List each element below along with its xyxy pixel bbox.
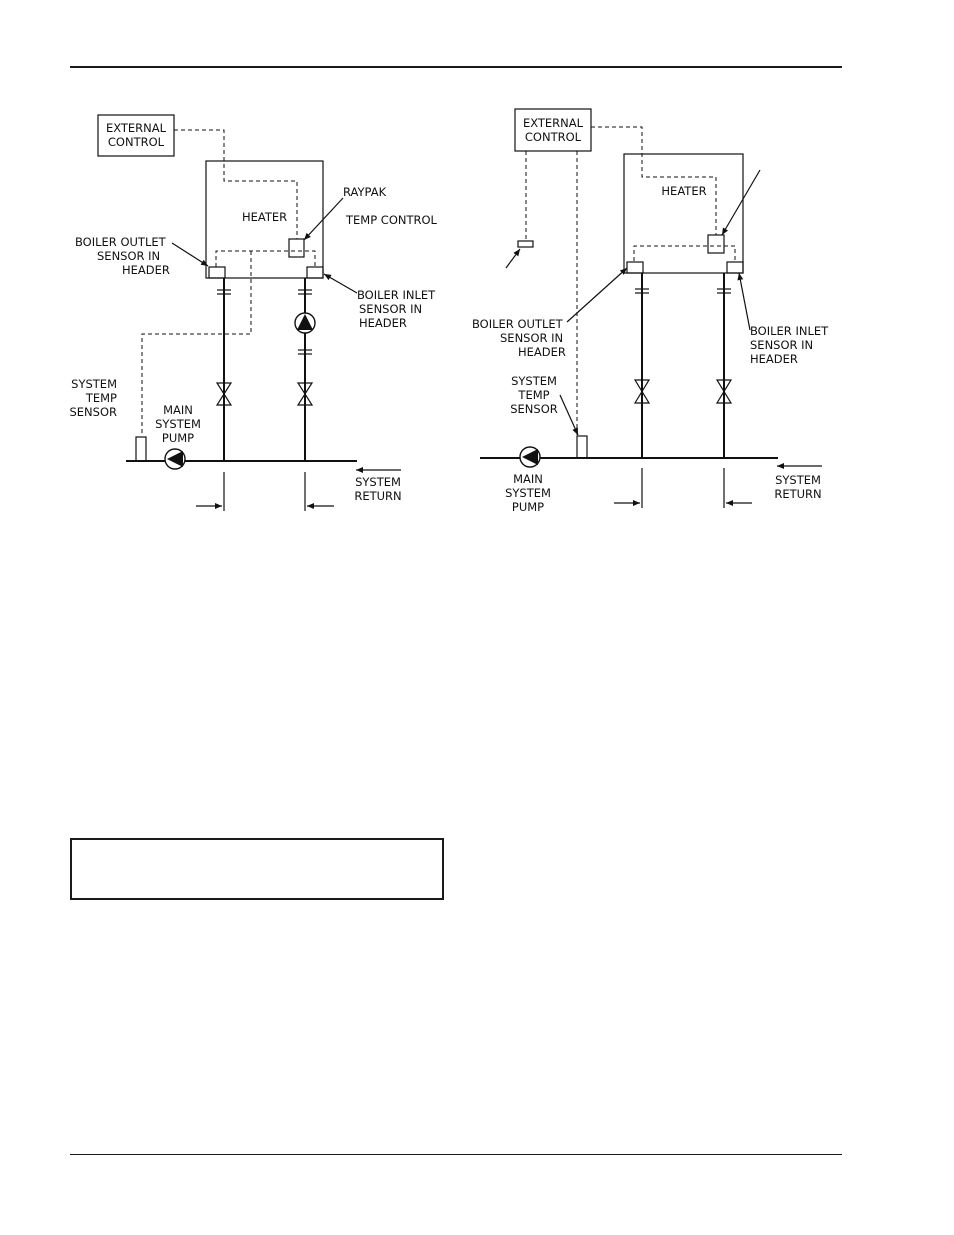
right-boiler-outlet-label-1: BOILER OUTLET [472,317,563,331]
right-boiler-inlet-label-3: HEADER [750,352,798,366]
right-inlet-leader [739,273,750,330]
right-system-temp-label-1: SYSTEM [511,374,557,388]
left-boiler-outlet-label-2: SENSOR IN [97,249,161,263]
left-system-return-label-1: SYSTEM [355,475,401,489]
left-system-temp-label-1: SYSTEM [71,377,117,391]
left-system-sensor-wire [142,251,251,436]
left-boiler-inlet-label-3: HEADER [359,316,407,330]
right-system-return-label-1: SYSTEM [775,473,821,487]
left-temp-control-label: TEMP CONTROL [346,213,437,227]
left-system-temp-label-2: TEMP [85,391,117,405]
right-main-pump-label-2: SYSTEM [505,486,551,500]
left-boiler-outlet-label-1: BOILER OUTLET [75,235,166,249]
left-outlet-leader [172,243,208,266]
left-boiler-inlet-label-2: SENSOR IN [359,302,423,316]
right-control-wire [591,127,716,235]
right-main-pump-label-1: MAIN [513,472,543,486]
left-diagram [69,115,437,511]
right-remote-sensor [518,241,533,247]
right-external-control-label-1: EXTERNAL [522,116,584,130]
right-system-temp-sensor [577,436,587,458]
right-remote-sensor-leader [506,249,520,268]
left-external-control-label-2: CONTROL [107,135,165,149]
left-main-pump-label-3: PUMP [161,431,195,445]
right-outlet-sensor [627,262,643,273]
right-heater-label: HEATER [661,184,707,198]
right-boiler-inlet-label-2: SENSOR IN [750,338,814,352]
right-system-temp-label-2: TEMP [518,388,550,402]
left-outlet-sensor [209,267,225,278]
right-control-leader [722,170,760,235]
right-boiler-outlet-label-3: HEADER [518,345,566,359]
left-boiler-outlet-label-3: HEADER [122,263,170,277]
left-heater-label: HEATER [242,210,288,224]
left-main-pump-label-1: MAIN [163,403,193,417]
left-inlet-sensor [307,267,323,278]
right-heater-box [624,154,743,273]
left-boiler-inlet-label-1: BOILER INLET [357,288,436,302]
left-inlet-leader [324,274,357,293]
right-main-pump-label-3: PUMP [511,500,545,514]
right-system-return-label-2: RETURN [774,487,822,501]
left-sensor-wire [216,251,315,267]
left-main-pump-label-2: SYSTEM [155,417,201,431]
left-system-return-label-2: RETURN [354,489,402,503]
right-temp-control-box [708,235,724,253]
left-raypak-label: RAYPAK [343,185,387,199]
right-inlet-sensor [727,262,743,273]
right-diagram [472,109,829,514]
left-system-temp-sensor [136,437,146,461]
left-raypak-control-box [289,239,304,257]
note-box [70,838,444,900]
footer-rule [70,1154,842,1155]
right-outlet-leader [567,268,627,322]
right-system-temp-leader [560,395,578,435]
left-system-temp-label-3: SENSOR [69,405,117,419]
right-external-control-label-2: CONTROL [524,130,582,144]
right-system-temp-label-3: SENSOR [510,402,558,416]
left-external-control-label-1: EXTERNAL [105,121,167,135]
right-boiler-outlet-label-2: SENSOR IN [500,331,564,345]
right-boiler-inlet-label-1: BOILER INLET [750,324,829,338]
